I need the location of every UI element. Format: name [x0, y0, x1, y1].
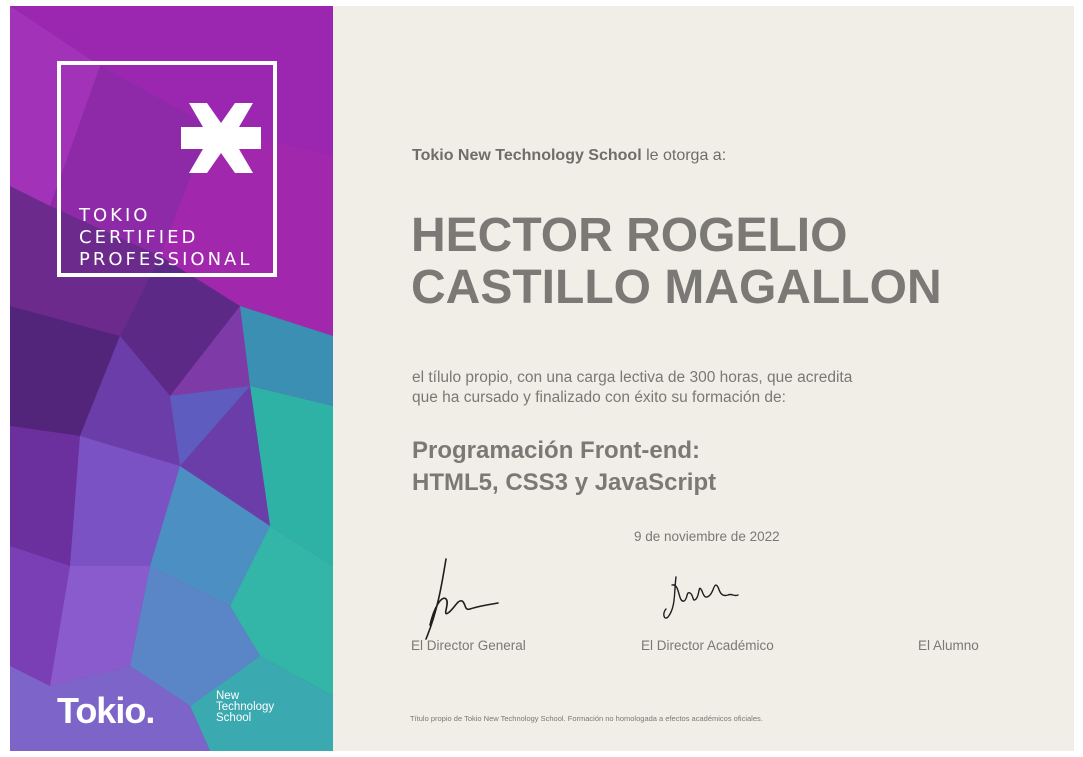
recipient-line-2: CASTILLO MAGALLON — [411, 261, 942, 314]
label-director-general: El Director General — [411, 638, 526, 653]
issuer-suffix: le otorga a: — [641, 147, 727, 164]
recipient-name — [411, 210, 942, 314]
issuer-name: Tokio New Technology School — [412, 147, 642, 164]
brand-logo: Tokio. — [57, 690, 155, 731]
recipient-line-1: HECTOR ROGELIO — [411, 209, 848, 262]
issuer-line — [412, 147, 726, 165]
description-line-1: el tílulo propio, con una carga lectiva de 300 horas, que acredita — [412, 369, 853, 386]
brand-subtitle — [216, 691, 274, 724]
brand-sub-line-3: School — [216, 712, 252, 724]
footnote: Título propio de Tokio New Technology School. Formación no homologada a efectos académicos oficiales. — [410, 714, 763, 723]
brand-sub-line-2: Technology — [216, 701, 275, 713]
course-line-2: HTML5, CSS3 y JavaScript — [412, 469, 717, 496]
certified-badge — [57, 61, 277, 277]
brand-sub-line-1: New — [216, 690, 240, 702]
badge-line-3: PROFESSIONAL — [79, 249, 253, 270]
label-director-academico: El Director Académico — [641, 638, 774, 653]
decorative-panel — [10, 6, 333, 751]
badge-line-1: TOKIO — [79, 205, 151, 226]
badge-line-2: CERTIFIED — [79, 227, 199, 248]
tokio-cross-logo-icon — [179, 101, 263, 175]
course-title — [412, 435, 716, 499]
label-alumno: El Alumno — [918, 638, 979, 653]
description — [412, 368, 852, 408]
course-line-1: Programación Front-end: — [412, 437, 701, 464]
director-academico-signature — [658, 573, 746, 625]
issue-date: 9 de noviembre de 2022 — [634, 529, 780, 544]
description-line-2: que ha cursado y finalizado con éxito su formación de: — [412, 389, 786, 406]
director-general-signature — [420, 555, 504, 645]
